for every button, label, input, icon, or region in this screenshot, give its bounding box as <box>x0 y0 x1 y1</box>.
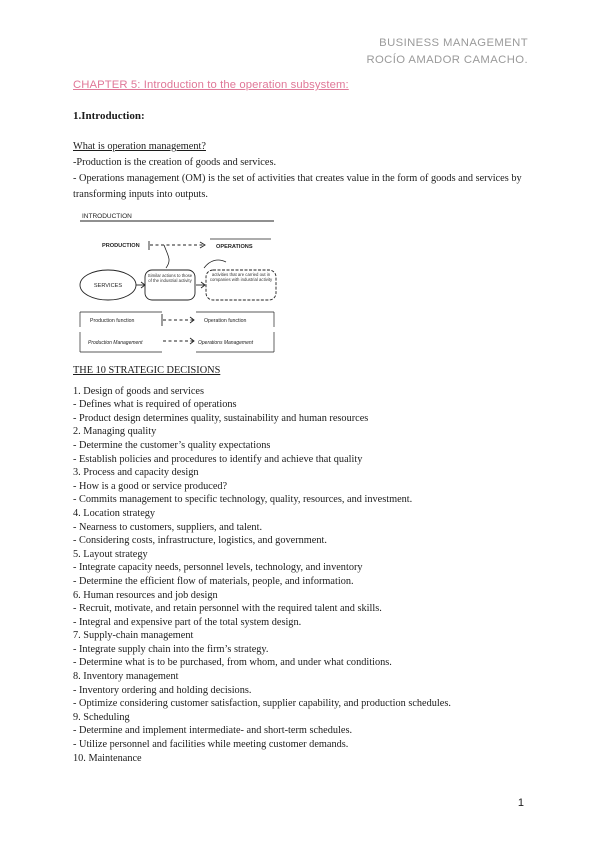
strategic-line: 10. Maintenance <box>73 752 142 764</box>
diagram-production-management: Production Management <box>88 340 143 346</box>
diagram-operations-label: OPERATIONS <box>216 244 253 250</box>
header-author: ROCÍO AMADOR CAMACHO. <box>366 54 528 66</box>
intro-line-om: - Operations management (OM) is the set of activities that creates value in the form of goods and services by transforming inputs into outputs. <box>73 173 522 200</box>
strategic-line: 4. Location strategy <box>73 507 156 519</box>
strategic-line: 5. Layout strategy <box>73 548 148 560</box>
strategic-line: 9. Scheduling <box>73 711 130 723</box>
diagram-title: INTRODUCTION <box>82 213 132 220</box>
strategic-line: - Commits management to specific technology, quality, resources, and investment. <box>73 494 413 506</box>
strategic-line: 6. Human resources and job design <box>73 589 218 601</box>
diagram-curve-right <box>204 260 226 268</box>
chapter-title: CHAPTER 5: Introduction to the operation subsystem: <box>73 79 349 91</box>
diagram-operations-management: Operations Management <box>198 340 254 346</box>
strategic-line: 8. Inventory management <box>73 671 179 683</box>
strategic-line: - Nearness to customers, suppliers, and talent. <box>73 521 263 533</box>
document-header <box>366 35 528 69</box>
diagram-services-label: SERVICES <box>93 283 123 289</box>
strategic-line: - Product design determines quality, sustainability and human resources <box>73 412 369 424</box>
diagram-production-function: Production function <box>90 318 135 324</box>
strategic-line: 7. Supply-chain management <box>73 630 194 642</box>
strategic-line: - Considering costs, infrastructure, logistics, and government. <box>73 535 327 547</box>
strategic-line: - Integral and expensive part of the total system design. <box>73 616 302 628</box>
section-title: 1.Introduction: <box>73 110 145 122</box>
intro-line-production: -Production is the creation of goods and services. <box>73 157 277 168</box>
diagram-activities-note: activities that are carried out in companies with industrial activity <box>209 272 273 283</box>
diagram-svg <box>76 208 281 358</box>
intro-block <box>73 139 533 203</box>
strategic-line: - How is a good or service produced? <box>73 480 228 492</box>
strategic-title: THE 10 STRATEGIC DECISIONS <box>73 365 221 376</box>
strategic-line: - Utilize personnel and facilities while meeting customer demands. <box>73 739 349 751</box>
strategic-line: - Optimize considering customer satisfaction, supplier capability, and production schedules. <box>73 698 451 710</box>
strategic-line: - Integrate supply chain into the firm’s strategy. <box>73 643 269 655</box>
page-number: 1 <box>517 797 524 809</box>
strategic-line: - Inventory ordering and holding decisions. <box>73 684 252 696</box>
header-course: BUSINESS MANAGEMENT <box>379 37 528 49</box>
strategic-line: - Recruit, motivate, and retain personnel with the required talent and skills. <box>73 603 382 615</box>
strategic-line: 3. Process and capacity design <box>73 467 199 479</box>
strategic-line: 2. Managing quality <box>73 426 157 438</box>
strategic-line: - Defines what is required of operations <box>73 399 237 411</box>
strategic-line: 1. Design of goods and services <box>73 385 204 397</box>
strategic-line: - Integrate capacity needs, personnel levels, technology, and inventory <box>73 562 363 574</box>
strategic-line: - Determine what is to be purchased, from whom, and under what conditions. <box>73 657 392 669</box>
diagram-similar-fo <box>147 273 193 299</box>
diagram-operation-function: Operation function <box>204 318 247 324</box>
strategic-decisions <box>73 364 543 765</box>
diagram-curve-left <box>164 245 169 268</box>
strategic-line: - Determine the efficient flow of materials, people, and information. <box>73 575 354 587</box>
diagram-activities-fo <box>208 272 274 299</box>
strategic-line: - Establish policies and procedures to identify and achieve that quality <box>73 453 363 465</box>
strategic-line: - Determine and implement intermediate- and short-term schedules. <box>73 725 353 737</box>
diagram-production-label: PRODUCTION <box>102 243 140 249</box>
introduction-diagram <box>76 208 281 358</box>
diagram-similar-note: Similar actions to those of the industrial activity <box>147 273 193 283</box>
strategic-line: - Determine the customer’s quality expectations <box>73 439 271 451</box>
intro-question: What is operation management? <box>73 141 206 152</box>
